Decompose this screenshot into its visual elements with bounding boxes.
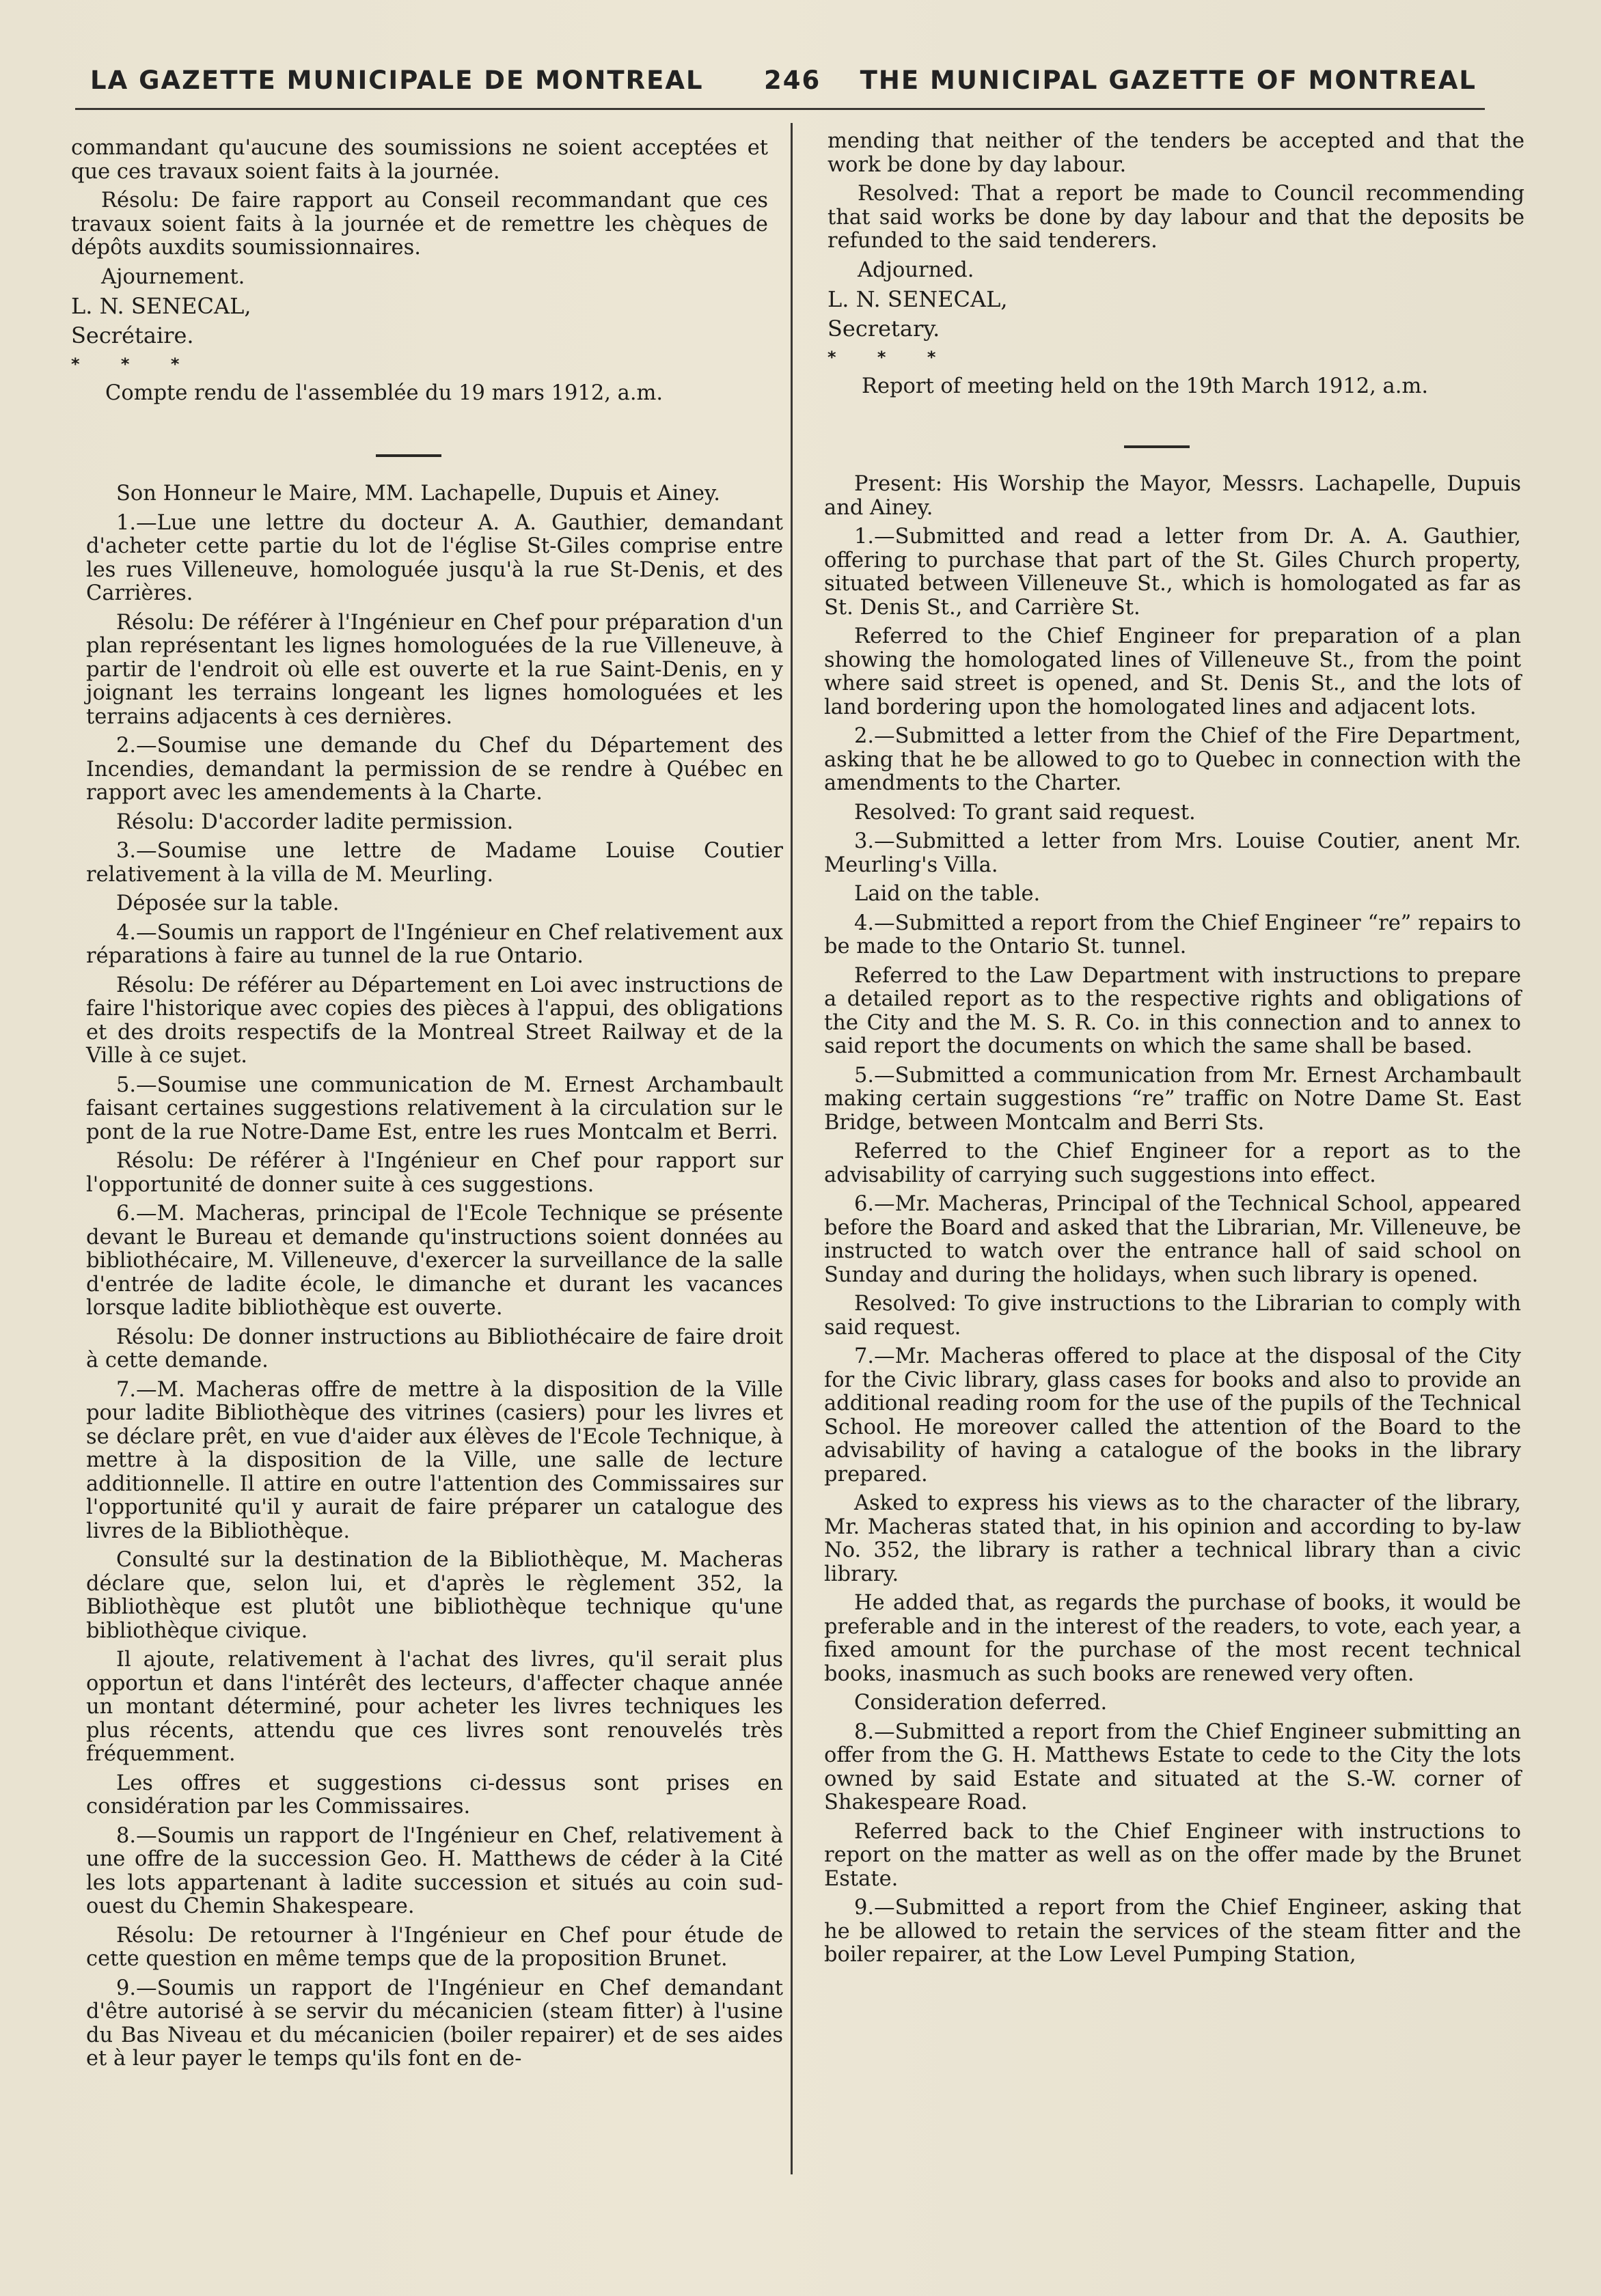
english-paragraph: 6.—Mr. Macheras, Principal of the Technical School, appeared before the Board and asked that the Librarian, Mr. Villeneuve, be instructed to watch over the entrance hall of said school on Sunday and during the holidays, when such library is opened. <box>824 1192 1521 1287</box>
english-paragraph: mending that neither of the tenders be accepted and that the work be done by day labour. <box>827 129 1524 177</box>
french-paragraph: Les offres et suggestions ci-dessus sont prises en considération par les Commissaires. <box>86 1771 783 1818</box>
french-paragraph: Résolu: De donner instructions au Bibliothécaire de faire droit à cette demande. <box>86 1325 783 1372</box>
french-heading-rule <box>376 454 441 457</box>
french-paragraph: commandant qu'aucune des soumissions ne soient acceptées et que ces travaux soient faits à la journée. <box>71 136 768 184</box>
french-minutes-column <box>86 482 783 2077</box>
french-paragraph: 6.—M. Macheras, principal de l'Ecole Technique se présente devant le Bureau et demande qu'instructions soient données au bibliothécaire, M. Villeneuve, d'exercer la surveillance de la salle d'entrée de ladite école, le dimanche et durant les vacances lorsque ladite bibliothèque est ouverte. <box>86 1202 783 1320</box>
french-signature-title: Secrétaire. <box>71 322 194 348</box>
header-french-title: LA GAZETTE MUNICIPALE DE MONTREAL <box>90 66 704 95</box>
english-top-section <box>827 130 1524 404</box>
english-heading-rule <box>1124 445 1190 448</box>
french-paragraph: Résolu: D'accorder ladite permission. <box>116 810 514 834</box>
english-paragraph: Asked to express his views as to the character of the library, Mr. Macheras stated that, in his opinion and according to by-law No. 352, the library is rather a technical library than a civic library. <box>824 1491 1521 1586</box>
french-paragraph: 7.—M. Macheras offre de mettre à la disposition de la Ville pour ladite Bibliothèque des vitrines (casiers) pour les livres et se déclare prêt, en vue d'aider aux élèves de l'Ecole Technique, à mettre à la disposition de la Ville, une salle de lecture additionnelle. Il attire en outre l'attention des Commissaires sur l'opportunité qu'il y aurait de faire préparer un catalogue des livres de la Bibliothèque. <box>86 1377 783 1543</box>
english-paragraph: 1.—Submitted and read a letter from Dr. A. A. Gauthier, offering to purchase that part of the St. Giles Church property, situated between Villeneuve St., which is homologated as far as St. Denis St., and Carrière St. <box>824 525 1521 620</box>
english-signature-name: L. N. SENECAL, <box>827 286 1008 312</box>
french-paragraph: 5.—Soumise une communication de M. Ernest Archambault faisant certaines suggestions relativement à la circulation sur le pont de la rue Notre-Dame Est, entre les rues Montcalm et Berri. <box>86 1073 783 1144</box>
english-minutes-column <box>824 473 1521 1973</box>
english-paragraph: Referred back to the Chief Engineer with instructions to report on the matter as well as on the offer made by the Brunet Estate. <box>824 1819 1521 1891</box>
english-paragraph: Resolved: To grant said request. <box>854 800 1196 825</box>
french-paragraph: 3.—Soumise une lettre de Madame Louise Coutier relativement à la villa de M. Meurling. <box>86 839 783 887</box>
french-paragraph: Son Honneur le Maire, MM. Lachapelle, Dupuis et Ainey. <box>116 482 720 506</box>
french-paragraph: Résolu: De retourner à l'Ingénieur en Chef pour étude de cette question en même temps que de la proposition Brunet. <box>86 1923 783 1971</box>
english-paragraph: Referred to the Law Department with instructions to prepare a detailed report as to the respective rights and obligations of the City and the M. S. R. Co. in this connection and to annex to said report the documents on which the same shall be based. <box>824 963 1521 1058</box>
english-paragraph: Resolved: To give instructions to the Librarian to comply with said request. <box>824 1292 1521 1340</box>
french-paragraph: 8.—Soumis un rapport de l'Ingénieur en Chef, relativement à une offre de la succession Geo. H. Matthews de céder à la Cité les lots appartenant à ladite succession et situés au coin sud-ouest du Chemin Shakespeare. <box>86 1823 783 1918</box>
english-paragraph: 2.—Submitted a letter from the Chief of the Fire Department, asking that he be allowed to go to Quebec in connection with the amendments to the Charter. <box>824 724 1521 795</box>
english-paragraph: Referred to the Chief Engineer for preparation of a plan showing the homologated lines of Villeneuve St., from the point where said street is opened, and St. Denis St., and the lots of land bordering upon the homologated lines and adjacent lots. <box>824 624 1521 719</box>
english-paragraph: 9.—Submitted a report from the Chief Engineer, asking that he be allowed to retain the services of the steam fitter and the boiler repairer, at the Low Level Pumping Station, <box>824 1896 1521 1967</box>
french-paragraph: Il ajoute, relativement à l'achat des livres, qu'il serait plus opportun et dans l'intérêt des lecteurs, d'affecter chaque année un montant déterminé, pour acheter les livres techniques les plus récents, attendu que ces livres sont renouvelés très fréquemment. <box>86 1648 783 1766</box>
french-section-stars: * * * <box>71 355 197 374</box>
french-paragraph: Consulté sur la destination de la Bibliothèque, M. Macheras déclare que, selon lui, et d'après le règlement 352, la Bibliothèque est plutôt une bibliothèque technique qu'une bibliothèque civique. <box>86 1548 783 1643</box>
french-paragraph: 9.—Soumis un rapport de l'Ingénieur en Chef demandant d'être autorisé à se servir du mécanicien (steam fitter) à l'usine du Bas Niveau et du mécanicien (boiler repairer) et de ses aides et à leur payer le temps qu'ils font en de- <box>86 1976 783 2071</box>
french-paragraph: Résolu: De référer à l'Ingénieur en Chef pour rapport sur l'opportunité de donner suite à ces suggestions. <box>86 1149 783 1197</box>
english-paragraph: 7.—Mr. Macheras offered to place at the disposal of the City for the Civic library, glass cases for books and also to provide an additional reading room for the use of the pupils of the Technical School. He moreover called the attention of the Board to the advisability of having a catalogue of the books in the library prepared. <box>824 1344 1521 1486</box>
french-paragraph: Résolu: De référer à l'Ingénieur en Chef pour préparation d'un plan représentant les lignes homologuées de la rue Villeneuve, à partir de l'endroit où elle est ouverte et la rue Saint-Denis, en y joignant les terrains longeant les lignes homologuées et les terrains adjacents à ces dernières. <box>86 610 783 729</box>
page-number: 246 <box>764 66 821 95</box>
french-report-heading: Compte rendu de l'assemblée du 19 mars 1912, a.m. <box>105 381 663 405</box>
english-adjournment: Adjourned. <box>858 258 974 282</box>
english-paragraph: Present: His Worship the Mayor, Messrs. Lachapelle, Dupuis and Ainey. <box>824 472 1521 520</box>
french-signature-name: L. N. SENECAL, <box>71 293 251 319</box>
french-paragraph: Résolu: De faire rapport au Conseil recommandant que ces travaux soient faits à la journée et de remettre les chèques de dépôts auxdits soumissionnaires. <box>71 189 768 260</box>
column-divider-main <box>791 456 793 2174</box>
english-section-stars: * * * <box>827 348 954 367</box>
french-paragraph: Résolu: De référer au Département en Loi avec instructions de faire l'historique avec copies des pièces à l'appui, des obligations et des droits respectifs de la Montreal Street Railway et de la Ville à ce sujet. <box>86 973 783 1068</box>
french-paragraph: 2.—Soumise une demande du Chef du Département des Incendies, demandant la permission de se rendre à Québec en rapport avec les amendements à la Charte. <box>86 734 783 805</box>
english-paragraph: 5.—Submitted a communication from Mr. Ernest Archambault making certain suggestions “re” traffic on Notre Dame St. East Bridge, between Montcalm and Berri Sts. <box>824 1063 1521 1135</box>
column-divider-top <box>791 123 793 465</box>
english-report-heading: Report of meeting held on the 19th March 1912, a.m. <box>862 374 1429 398</box>
english-paragraph: 8.—Submitted a report from the Chief Engineer submitting an offer from the G. H. Matthews Estate to cede to the City the lots owned by said Estate and situated at the S.-W. corner of Shakespeare Road. <box>824 1719 1521 1814</box>
french-paragraph: Déposée sur la table. <box>116 891 340 915</box>
english-paragraph: Consideration deferred. <box>854 1691 1108 1715</box>
english-paragraph: Laid on the table. <box>854 882 1041 906</box>
french-top-section <box>71 137 768 411</box>
english-signature-title: Secretary. <box>827 315 940 342</box>
french-adjournment: Ajournement. <box>101 264 245 289</box>
french-paragraph: 1.—Lue une lettre du docteur A. A. Gauthier, demandant d'acheter cette partie du lot de l'église St-Giles comprise entre les rues Villeneuve, homologuée jusqu'à la rue St-Denis, et des Carrières. <box>86 510 783 605</box>
english-paragraph: 3.—Submitted a letter from Mrs. Louise Coutier, anent Mr. Meurling's Villa. <box>824 829 1521 877</box>
french-paragraph: 4.—Soumis un rapport de l'Ingénieur en Chef relativement aux réparations à faire au tunnel de la rue Ontario. <box>86 920 783 968</box>
english-paragraph: 4.—Submitted a report from the Chief Engineer “re” repairs to be made to the Ontario St. tunnel. <box>824 911 1521 958</box>
header-rule <box>75 108 1485 110</box>
english-paragraph: Referred to the Chief Engineer for a report as to the advisability of carrying such suggestions into effect. <box>824 1139 1521 1187</box>
english-paragraph: Resolved: That a report be made to Council recommending that said works be done by day labour and that the deposits be refunded to the said tenderers. <box>827 182 1524 253</box>
english-paragraph: He added that, as regards the purchase of books, it would be preferable and in the interest of the readers, to vote, each year, a fixed amount for the purchase of the most recent technical books, inasmuch as such books are renewed very often. <box>824 1591 1521 1686</box>
header-english-title: THE MUNICIPAL GAZETTE OF MONTREAL <box>860 66 1477 95</box>
